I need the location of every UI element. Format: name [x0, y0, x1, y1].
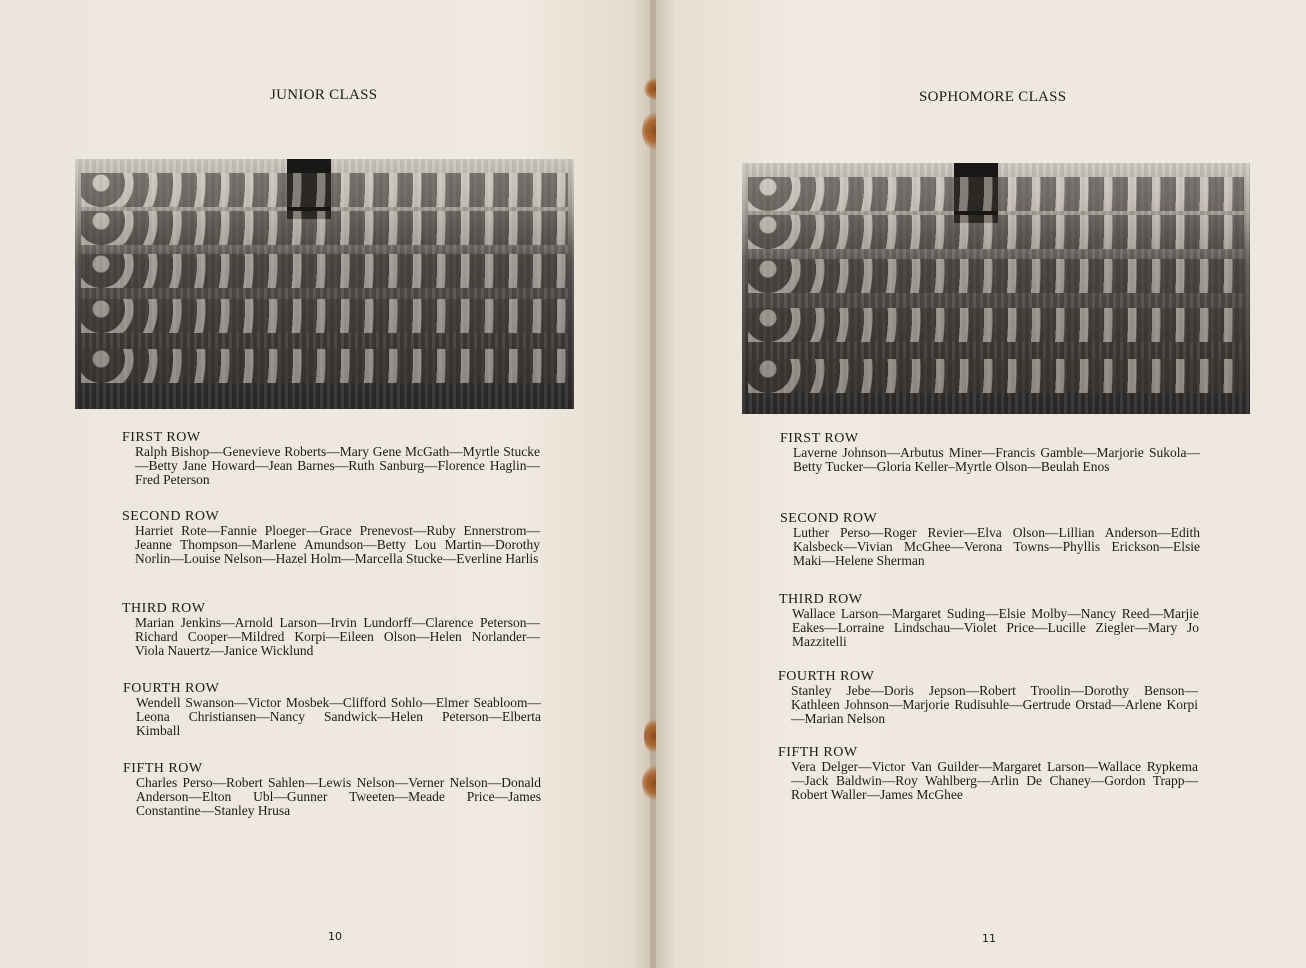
row-heading: SECOND ROW: [122, 509, 220, 524]
junior-fifth-row: [123, 761, 541, 818]
junior-third-row: [122, 601, 540, 658]
row-names: Wallace Larson—Margaret Suding—Elsie Molby—Nancy Reed—Marjie Eakes—Lorraine Lindschau—Violet Price—Lucille Ziegler—Mary Jo Mazzitelli: [792, 606, 1199, 649]
page-number: 11: [982, 932, 996, 945]
row-names: Charles Perso—Robert Sahlen—Lewis Nelson—Verner Nelson—Donald Anderson—Elton Ubl—Gunner Tweeten—Meade Price—James Constantine—Stanley Hrusa: [136, 775, 541, 818]
junior-class-title: JUNIOR CLASS: [270, 87, 378, 103]
row-names: Ralph Bishop—Genevieve Roberts—Mary Gene McGath—Myrtle Stucke—Betty Jane Howard—Jean Barnes—Ruth Sanburg—Florence Haglin—Fred Peterson: [135, 444, 540, 487]
row-heading: FIRST ROW: [780, 431, 859, 446]
junior-first-row: [122, 430, 540, 487]
right-page: [656, 0, 1306, 968]
row-names: Wendell Swanson—Victor Mosbek—Clifford Sohlo—Elmer Seabloom—Leona Christiansen—Nancy Sandwick—Helen Peterson—Elberta Kimball: [136, 695, 541, 738]
row-heading: FIRST ROW: [122, 430, 201, 445]
sophomore-class-photo: [742, 163, 1250, 414]
row-heading: THIRD ROW: [122, 601, 206, 616]
left-page: [0, 0, 652, 968]
junior-fourth-row: [123, 681, 541, 738]
sophomore-first-row: [780, 431, 1200, 474]
row-names: Stanley Jebe—Doris Jepson—Robert Troolin—Dorothy Benson—Kathleen Johnson—Marjorie Rudisuhle—Gertrude Orstad—Arlene Korpi—Marian Nelson: [791, 683, 1198, 726]
sophomore-fourth-row: [778, 669, 1198, 726]
row-heading: THIRD ROW: [779, 592, 863, 607]
sophomore-third-row: [779, 592, 1199, 649]
row-names: Marian Jenkins—Arnold Larson—Irvin Lundorff—Clarence Peterson—Richard Cooper—Mildred Korpi—Eileen Olson—Helen Norlander—Viola Nauertz—Janice Wicklund: [135, 615, 540, 658]
junior-class-photo: [75, 159, 574, 409]
row-names: Vera Delger—Victor Van Guilder—Margaret Larson—Wallace Rypkema—Jack Baldwin—Roy Wahlberg—Arlin De Chaney—Gordon Trapp—Robert Waller—James McGhee: [791, 759, 1198, 802]
row-names: Luther Perso—Roger Revier—Elva Olson—Lillian Anderson—Edith Kalsbeck—Vivian McGhee—Verona Towns—Phyllis Erickson—Elsie Maki—Helene Sherman: [793, 525, 1200, 568]
sophomore-second-row: [780, 511, 1200, 568]
page-number: 10: [328, 930, 342, 943]
row-names: Laverne Johnson—Arbutus Miner—Francis Gamble—Marjorie Sukola—Betty Tucker—Gloria Keller–Myrtle Olson—Beulah Enos: [793, 445, 1200, 474]
row-heading: FOURTH ROW: [123, 681, 220, 696]
row-names: Harriet Rote—Fannie Ploeger—Grace Prenevost—Ruby Ennerstrom—Jeanne Thompson—Marlene Amundson—Betty Lou Martin—Dorothy Norlin—Louise Nelson—Hazel Holm—Marcella Stucke—Everline Harlis: [135, 523, 540, 566]
row-heading: SECOND ROW: [780, 511, 878, 526]
row-heading: FIFTH ROW: [123, 761, 203, 776]
row-heading: FIFTH ROW: [778, 745, 858, 760]
junior-second-row: [122, 509, 540, 566]
sophomore-class-title: SOPHOMORE CLASS: [919, 89, 1067, 105]
row-heading: FOURTH ROW: [778, 669, 875, 684]
sophomore-fifth-row: [778, 745, 1198, 802]
